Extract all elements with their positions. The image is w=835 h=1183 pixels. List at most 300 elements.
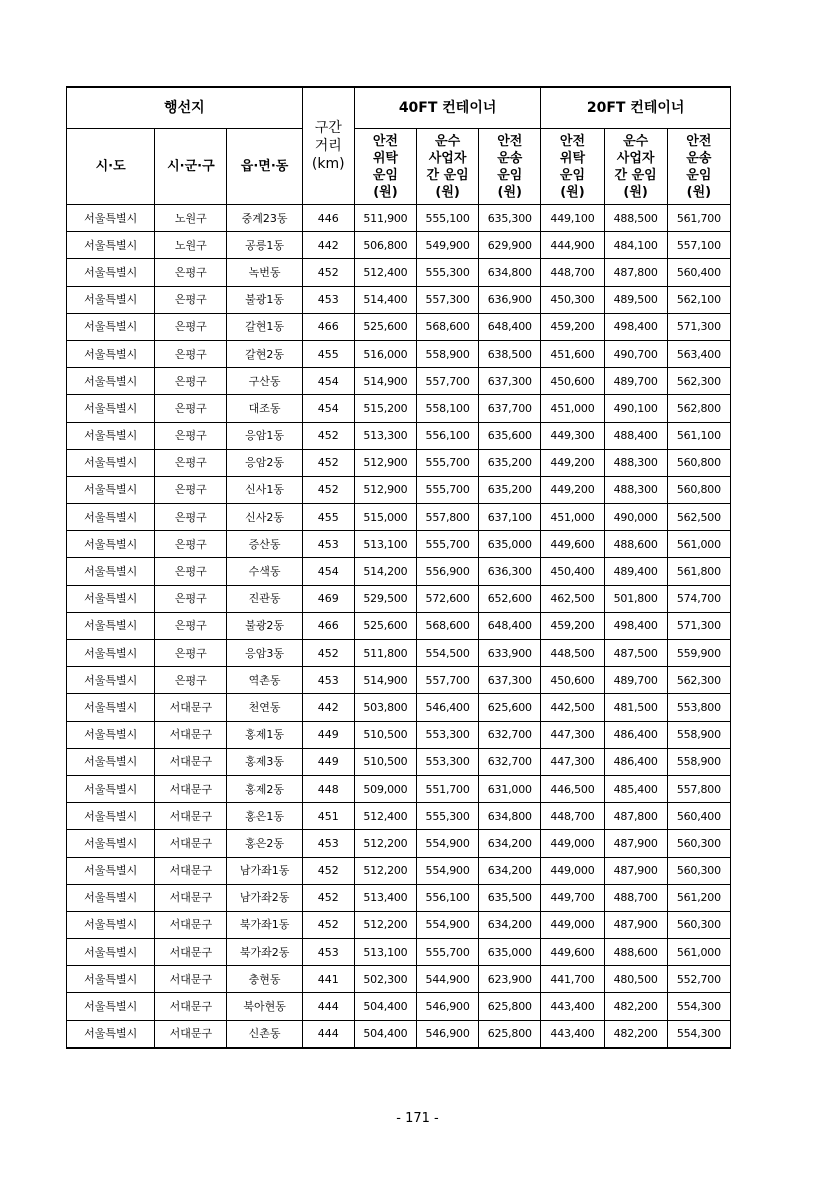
ft40-safe-transport-header: 안전 운송 운임 (원) <box>479 129 541 205</box>
ft20-safe-transport-cell: 562,300 <box>667 667 730 694</box>
ft20-safe-transport-cell: 561,700 <box>667 205 730 232</box>
distance-cell: 451 <box>302 803 354 830</box>
ft40-safe-consign-cell: 525,600 <box>354 313 416 340</box>
ft40-carrier-rate-cell: 555,700 <box>417 476 479 503</box>
eupmyeondong-header: 읍·면·동 <box>227 129 302 205</box>
ft20-carrier-rate-cell: 488,400 <box>604 422 667 449</box>
ft40-carrier-rate-cell: 544,900 <box>417 966 479 993</box>
sigungu-cell: 서대문구 <box>155 911 227 938</box>
ft40-safe-transport-cell: 637,700 <box>479 395 541 422</box>
ft20-safe-transport-cell: 562,100 <box>667 286 730 313</box>
sido-cell: 서울특별시 <box>67 993 155 1020</box>
ft20-safe-consign-cell: 450,600 <box>541 667 604 694</box>
ft40-safe-consign-cell: 512,400 <box>354 803 416 830</box>
table-row <box>67 422 731 449</box>
ft20-safe-consign-cell: 451,600 <box>541 340 604 367</box>
ft20-carrier-rate-cell: 488,600 <box>604 939 667 966</box>
ft20-carrier-rate-cell: 481,500 <box>604 694 667 721</box>
ft40-safe-transport-cell: 634,200 <box>479 911 541 938</box>
sido-cell: 서울특별시 <box>67 286 155 313</box>
ft40-carrier-rate-cell: 554,500 <box>417 640 479 667</box>
sigungu-cell: 은평구 <box>155 531 227 558</box>
ft20-safe-transport-cell: 571,300 <box>667 612 730 639</box>
eupmyeondong-cell: 북가좌2동 <box>227 939 302 966</box>
ft40-safe-consign-cell: 516,000 <box>354 340 416 367</box>
ft40-safe-transport-cell: 638,500 <box>479 340 541 367</box>
ft20-safe-transport-cell: 574,700 <box>667 585 730 612</box>
eupmyeondong-cell: 불광2동 <box>227 612 302 639</box>
ft40-safe-transport-cell: 634,800 <box>479 259 541 286</box>
ft20-carrier-rate-cell: 489,700 <box>604 368 667 395</box>
ft40-safe-transport-cell: 648,400 <box>479 313 541 340</box>
ft20-safe-transport-cell: 558,900 <box>667 721 730 748</box>
sigungu-header: 시·군·구 <box>155 129 227 205</box>
ft40-safe-transport-cell: 634,800 <box>479 803 541 830</box>
ft40-carrier-rate-cell: 556,100 <box>417 884 479 911</box>
ft20-safe-transport-header: 안전 운송 운임 (원) <box>667 129 730 205</box>
eupmyeondong-cell: 응암1동 <box>227 422 302 449</box>
distance-cell: 454 <box>302 368 354 395</box>
distance-cell: 453 <box>302 531 354 558</box>
ft40-safe-consign-cell: 525,600 <box>354 612 416 639</box>
distance-cell: 446 <box>302 205 354 232</box>
ft20-safe-consign-header: 안전 위탁 운임 (원) <box>541 129 604 205</box>
ft40-carrier-rate-cell: 556,900 <box>417 558 479 585</box>
ft20-carrier-rate-header: 운수 사업자 간 운임 (원) <box>604 129 667 205</box>
ft20-carrier-rate-cell: 498,400 <box>604 313 667 340</box>
ft20-safe-transport-cell: 561,000 <box>667 939 730 966</box>
ft20-safe-transport-cell: 560,300 <box>667 830 730 857</box>
ft20-carrier-rate-cell: 487,500 <box>604 640 667 667</box>
distance-cell: 453 <box>302 830 354 857</box>
sigungu-cell: 서대문구 <box>155 775 227 802</box>
eupmyeondong-cell: 대조동 <box>227 395 302 422</box>
sido-cell: 서울특별시 <box>67 830 155 857</box>
eupmyeondong-cell: 홍제3동 <box>227 748 302 775</box>
ft20-safe-transport-cell: 554,300 <box>667 1020 730 1048</box>
table-row <box>67 504 731 531</box>
ft20-carrier-rate-cell: 487,800 <box>604 803 667 830</box>
ft40-safe-transport-cell: 632,700 <box>479 748 541 775</box>
ft20-safe-transport-cell: 560,300 <box>667 857 730 884</box>
ft20-carrier-rate-cell: 488,700 <box>604 884 667 911</box>
sigungu-cell: 은평구 <box>155 640 227 667</box>
ft40-safe-transport-cell: 635,300 <box>479 205 541 232</box>
sido-cell: 서울특별시 <box>67 694 155 721</box>
ft20-safe-transport-cell: 553,800 <box>667 694 730 721</box>
eupmyeondong-cell: 역촌동 <box>227 667 302 694</box>
ft20-safe-consign-cell: 441,700 <box>541 966 604 993</box>
ft40-safe-transport-cell: 635,500 <box>479 884 541 911</box>
ft20-safe-consign-cell: 450,600 <box>541 368 604 395</box>
ft20-safe-transport-cell: 562,800 <box>667 395 730 422</box>
ft40-safe-consign-cell: 514,200 <box>354 558 416 585</box>
ft40-safe-consign-cell: 513,100 <box>354 939 416 966</box>
eupmyeondong-cell: 공릉1동 <box>227 232 302 259</box>
table-body <box>67 205 731 1048</box>
ft20-safe-transport-cell: 557,800 <box>667 775 730 802</box>
ft40-safe-consign-cell: 512,200 <box>354 830 416 857</box>
eupmyeondong-cell: 신사1동 <box>227 476 302 503</box>
ft40-carrier-rate-cell: 549,900 <box>417 232 479 259</box>
distance-header <box>302 87 354 205</box>
table-row <box>67 721 731 748</box>
ft20-carrier-rate-cell: 490,100 <box>604 395 667 422</box>
eupmyeondong-cell: 남가좌1동 <box>227 857 302 884</box>
ft40-safe-consign-cell: 506,800 <box>354 232 416 259</box>
ft40-safe-transport-cell: 625,800 <box>479 993 541 1020</box>
table-row <box>67 803 731 830</box>
distance-cell: 452 <box>302 422 354 449</box>
ft40-carrier-rate-cell: 568,600 <box>417 612 479 639</box>
ft20-carrier-rate-cell: 487,900 <box>604 857 667 884</box>
table-row <box>67 939 731 966</box>
sido-cell: 서울특별시 <box>67 585 155 612</box>
ft40-carrier-rate-cell: 555,300 <box>417 259 479 286</box>
sigungu-cell: 은평구 <box>155 313 227 340</box>
distance-cell: 449 <box>302 721 354 748</box>
ft40-safe-consign-cell: 509,000 <box>354 775 416 802</box>
ft20-safe-consign-cell: 449,100 <box>541 205 604 232</box>
eupmyeondong-cell: 녹번동 <box>227 259 302 286</box>
ft20-carrier-rate-cell: 487,800 <box>604 259 667 286</box>
ft40-carrier-rate-cell: 553,300 <box>417 748 479 775</box>
eupmyeondong-cell: 신사2동 <box>227 504 302 531</box>
ft20-safe-consign-cell: 443,400 <box>541 993 604 1020</box>
ft40-safe-consign-cell: 511,900 <box>354 205 416 232</box>
distance-cell: 444 <box>302 1020 354 1048</box>
ft20-safe-transport-cell: 560,800 <box>667 449 730 476</box>
table-row <box>67 449 731 476</box>
ft20-carrier-rate-cell: 498,400 <box>604 612 667 639</box>
ft20-safe-consign-cell: 462,500 <box>541 585 604 612</box>
ft40-safe-transport-cell: 637,100 <box>479 504 541 531</box>
ft20-safe-consign-cell: 446,500 <box>541 775 604 802</box>
ft40-carrier-rate-cell: 557,800 <box>417 504 479 531</box>
table-row <box>67 476 731 503</box>
ft40-safe-consign-cell: 515,200 <box>354 395 416 422</box>
distance-cell: 452 <box>302 640 354 667</box>
sigungu-cell: 은평구 <box>155 422 227 449</box>
ft40-carrier-rate-cell: 551,700 <box>417 775 479 802</box>
table-row <box>67 667 731 694</box>
sido-cell: 서울특별시 <box>67 612 155 639</box>
ft40-safe-transport-cell: 637,300 <box>479 368 541 395</box>
ft40-safe-transport-cell: 648,400 <box>479 612 541 639</box>
table-row <box>67 313 731 340</box>
sido-cell: 서울특별시 <box>67 1020 155 1048</box>
ft20-safe-consign-cell: 449,200 <box>541 476 604 503</box>
ft20-safe-consign-cell: 447,300 <box>541 721 604 748</box>
ft20-safe-transport-cell: 563,400 <box>667 340 730 367</box>
distance-label: 구간 거리 (km) <box>311 120 345 172</box>
table-row <box>67 640 731 667</box>
ft20-carrier-rate-cell: 482,200 <box>604 993 667 1020</box>
ft40-carrier-rate-cell: 555,100 <box>417 205 479 232</box>
destination-header: 행선지 <box>67 87 303 129</box>
ft40-carrier-rate-cell: 557,700 <box>417 667 479 694</box>
distance-cell: 449 <box>302 748 354 775</box>
eupmyeondong-cell: 불광1동 <box>227 286 302 313</box>
ft20-safe-consign-cell: 449,000 <box>541 911 604 938</box>
ft20-carrier-rate-cell: 488,600 <box>604 531 667 558</box>
distance-cell: 454 <box>302 395 354 422</box>
distance-cell: 444 <box>302 993 354 1020</box>
ft40-safe-transport-cell: 625,600 <box>479 694 541 721</box>
ft20-safe-consign-cell: 449,600 <box>541 939 604 966</box>
eupmyeondong-cell: 충현동 <box>227 966 302 993</box>
distance-cell: 455 <box>302 504 354 531</box>
sido-cell: 서울특별시 <box>67 422 155 449</box>
sigungu-cell: 서대문구 <box>155 1020 227 1048</box>
eupmyeondong-cell: 홍은1동 <box>227 803 302 830</box>
sigungu-cell: 은평구 <box>155 449 227 476</box>
distance-cell: 453 <box>302 939 354 966</box>
eupmyeondong-cell: 남가좌2동 <box>227 884 302 911</box>
ft20-safe-consign-cell: 448,500 <box>541 640 604 667</box>
sigungu-cell: 은평구 <box>155 259 227 286</box>
ft40-safe-consign-cell: 504,400 <box>354 1020 416 1048</box>
ft40-carrier-rate-cell: 554,900 <box>417 857 479 884</box>
ft20-safe-consign-cell: 442,500 <box>541 694 604 721</box>
sigungu-cell: 은평구 <box>155 558 227 585</box>
ft20-carrier-rate-cell: 501,800 <box>604 585 667 612</box>
distance-cell: 454 <box>302 558 354 585</box>
sido-cell: 서울특별시 <box>67 939 155 966</box>
ft20-safe-consign-cell: 448,700 <box>541 259 604 286</box>
ft20-carrier-rate-cell: 490,000 <box>604 504 667 531</box>
ft40-safe-consign-cell: 529,500 <box>354 585 416 612</box>
ft20-carrier-rate-cell: 484,100 <box>604 232 667 259</box>
eupmyeondong-cell: 북아현동 <box>227 993 302 1020</box>
distance-cell: 452 <box>302 449 354 476</box>
table-row <box>67 585 731 612</box>
sigungu-cell: 은평구 <box>155 286 227 313</box>
ft40-header: 40FT 컨테이너 <box>354 87 541 129</box>
ft40-safe-transport-cell: 635,600 <box>479 422 541 449</box>
ft20-safe-consign-cell: 449,000 <box>541 857 604 884</box>
ft20-safe-consign-cell: 451,000 <box>541 395 604 422</box>
ft20-carrier-rate-cell: 485,400 <box>604 775 667 802</box>
table-row <box>67 993 731 1020</box>
table-row <box>67 830 731 857</box>
ft20-safe-transport-cell: 559,900 <box>667 640 730 667</box>
sido-cell: 서울특별시 <box>67 558 155 585</box>
ft20-safe-consign-cell: 459,200 <box>541 313 604 340</box>
distance-cell: 441 <box>302 966 354 993</box>
page-number: - 171 - <box>396 1111 439 1126</box>
eupmyeondong-cell: 수색동 <box>227 558 302 585</box>
eupmyeondong-cell: 중계23동 <box>227 205 302 232</box>
ft20-carrier-rate-cell: 487,900 <box>604 830 667 857</box>
ft40-carrier-rate-cell: 556,100 <box>417 422 479 449</box>
sido-cell: 서울특별시 <box>67 803 155 830</box>
ft40-safe-consign-cell: 512,400 <box>354 259 416 286</box>
ft20-safe-consign-cell: 450,300 <box>541 286 604 313</box>
table-row <box>67 857 731 884</box>
sigungu-cell: 서대문구 <box>155 803 227 830</box>
ft20-carrier-rate-cell: 482,200 <box>604 1020 667 1048</box>
sido-cell: 서울특별시 <box>67 368 155 395</box>
ft40-safe-transport-cell: 633,900 <box>479 640 541 667</box>
table-row <box>67 1020 731 1048</box>
ft20-safe-transport-cell: 552,700 <box>667 966 730 993</box>
ft20-safe-consign-cell: 449,000 <box>541 830 604 857</box>
sido-cell: 서울특별시 <box>67 640 155 667</box>
ft40-safe-consign-cell: 512,200 <box>354 911 416 938</box>
sigungu-cell: 서대문구 <box>155 884 227 911</box>
ft40-carrier-rate-cell: 558,100 <box>417 395 479 422</box>
ft40-safe-consign-cell: 513,100 <box>354 531 416 558</box>
ft40-safe-transport-cell: 636,900 <box>479 286 541 313</box>
ft20-safe-consign-cell: 448,700 <box>541 803 604 830</box>
ft40-safe-consign-cell: 503,800 <box>354 694 416 721</box>
ft40-safe-transport-cell: 629,900 <box>479 232 541 259</box>
ft20-safe-transport-cell: 560,300 <box>667 911 730 938</box>
table-row <box>67 205 731 232</box>
sido-cell: 서울특별시 <box>67 259 155 286</box>
eupmyeondong-cell: 홍제2동 <box>227 775 302 802</box>
ft40-safe-transport-cell: 635,000 <box>479 531 541 558</box>
table-row <box>67 966 731 993</box>
sigungu-cell: 은평구 <box>155 667 227 694</box>
distance-cell: 452 <box>302 476 354 503</box>
ft40-safe-consign-cell: 515,000 <box>354 504 416 531</box>
ft20-safe-transport-cell: 560,800 <box>667 476 730 503</box>
distance-cell: 453 <box>302 667 354 694</box>
ft40-safe-consign-cell: 504,400 <box>354 993 416 1020</box>
ft40-safe-transport-cell: 631,000 <box>479 775 541 802</box>
table-row <box>67 286 731 313</box>
sigungu-cell: 서대문구 <box>155 966 227 993</box>
ft20-carrier-rate-cell: 489,700 <box>604 667 667 694</box>
ft20-safe-consign-cell: 444,900 <box>541 232 604 259</box>
sido-cell: 서울특별시 <box>67 476 155 503</box>
sido-cell: 서울특별시 <box>67 205 155 232</box>
ft20-safe-transport-cell: 562,500 <box>667 504 730 531</box>
ft20-header: 20FT 컨테이너 <box>541 87 731 129</box>
ft20-safe-transport-cell: 561,000 <box>667 531 730 558</box>
table-row <box>67 911 731 938</box>
table-row <box>67 368 731 395</box>
sigungu-cell: 은평구 <box>155 340 227 367</box>
ft20-safe-consign-cell: 447,300 <box>541 748 604 775</box>
ft20-carrier-rate-cell: 488,300 <box>604 449 667 476</box>
ft40-safe-consign-cell: 514,400 <box>354 286 416 313</box>
ft20-carrier-rate-cell: 487,900 <box>604 911 667 938</box>
ft20-safe-transport-cell: 561,100 <box>667 422 730 449</box>
ft20-safe-transport-cell: 561,800 <box>667 558 730 585</box>
ft40-safe-transport-cell: 632,700 <box>479 721 541 748</box>
sigungu-cell: 은평구 <box>155 585 227 612</box>
sido-cell: 서울특별시 <box>67 313 155 340</box>
ft20-safe-transport-cell: 560,400 <box>667 259 730 286</box>
ft40-carrier-rate-cell: 558,900 <box>417 340 479 367</box>
ft40-carrier-rate-cell: 546,900 <box>417 993 479 1020</box>
sido-header: 시·도 <box>67 129 155 205</box>
sigungu-cell: 서대문구 <box>155 721 227 748</box>
distance-cell: 455 <box>302 340 354 367</box>
freight-rate-table <box>66 86 731 1049</box>
ft20-carrier-rate-cell: 488,500 <box>604 205 667 232</box>
distance-cell: 442 <box>302 232 354 259</box>
ft40-safe-transport-cell: 635,000 <box>479 939 541 966</box>
ft20-safe-consign-cell: 459,200 <box>541 612 604 639</box>
ft20-safe-consign-cell: 449,700 <box>541 884 604 911</box>
sido-cell: 서울특별시 <box>67 721 155 748</box>
sigungu-cell: 은평구 <box>155 612 227 639</box>
ft40-carrier-rate-cell: 557,700 <box>417 368 479 395</box>
distance-cell: 448 <box>302 775 354 802</box>
ft20-safe-transport-cell: 560,400 <box>667 803 730 830</box>
ft40-safe-consign-cell: 511,800 <box>354 640 416 667</box>
ft40-safe-consign-cell: 513,400 <box>354 884 416 911</box>
ft40-carrier-rate-cell: 553,300 <box>417 721 479 748</box>
sido-cell: 서울특별시 <box>67 966 155 993</box>
distance-cell: 453 <box>302 286 354 313</box>
ft40-safe-transport-cell: 634,200 <box>479 857 541 884</box>
ft40-carrier-rate-header: 운수 사업자 간 운임 (원) <box>417 129 479 205</box>
sido-cell: 서울특별시 <box>67 748 155 775</box>
table-row <box>67 748 731 775</box>
sigungu-cell: 노원구 <box>155 205 227 232</box>
sido-cell: 서울특별시 <box>67 504 155 531</box>
table-row <box>67 884 731 911</box>
sigungu-cell: 서대문구 <box>155 748 227 775</box>
eupmyeondong-cell: 응암3동 <box>227 640 302 667</box>
distance-cell: 466 <box>302 612 354 639</box>
table-row <box>67 232 731 259</box>
ft20-carrier-rate-cell: 489,400 <box>604 558 667 585</box>
ft40-carrier-rate-cell: 555,700 <box>417 449 479 476</box>
ft40-carrier-rate-cell: 568,600 <box>417 313 479 340</box>
ft20-carrier-rate-cell: 480,500 <box>604 966 667 993</box>
ft40-safe-transport-cell: 623,900 <box>479 966 541 993</box>
ft40-carrier-rate-cell: 554,900 <box>417 830 479 857</box>
ft40-safe-transport-cell: 635,200 <box>479 476 541 503</box>
ft20-safe-consign-cell: 449,200 <box>541 449 604 476</box>
ft40-carrier-rate-cell: 554,900 <box>417 911 479 938</box>
ft40-carrier-rate-cell: 546,900 <box>417 1020 479 1048</box>
sido-cell: 서울특별시 <box>67 449 155 476</box>
table-row <box>67 531 731 558</box>
ft20-safe-transport-cell: 561,200 <box>667 884 730 911</box>
ft20-carrier-rate-cell: 488,300 <box>604 476 667 503</box>
distance-cell: 452 <box>302 857 354 884</box>
ft40-safe-transport-cell: 635,200 <box>479 449 541 476</box>
ft40-safe-transport-cell: 634,200 <box>479 830 541 857</box>
sido-cell: 서울특별시 <box>67 884 155 911</box>
ft40-carrier-rate-cell: 555,700 <box>417 531 479 558</box>
sigungu-cell: 은평구 <box>155 476 227 503</box>
distance-cell: 466 <box>302 313 354 340</box>
sido-cell: 서울특별시 <box>67 857 155 884</box>
ft40-safe-consign-header: 안전 위탁 운임 (원) <box>354 129 416 205</box>
eupmyeondong-cell: 북가좌1동 <box>227 911 302 938</box>
eupmyeondong-cell: 구산동 <box>227 368 302 395</box>
ft40-safe-consign-cell: 512,900 <box>354 476 416 503</box>
ft40-safe-transport-cell: 625,800 <box>479 1020 541 1048</box>
sido-cell: 서울특별시 <box>67 667 155 694</box>
table-row <box>67 612 731 639</box>
ft40-safe-consign-cell: 510,500 <box>354 748 416 775</box>
ft20-carrier-rate-cell: 489,500 <box>604 286 667 313</box>
eupmyeondong-cell: 응암2동 <box>227 449 302 476</box>
distance-cell: 452 <box>302 911 354 938</box>
ft40-safe-consign-cell: 514,900 <box>354 667 416 694</box>
table-row <box>67 558 731 585</box>
sido-cell: 서울특별시 <box>67 911 155 938</box>
